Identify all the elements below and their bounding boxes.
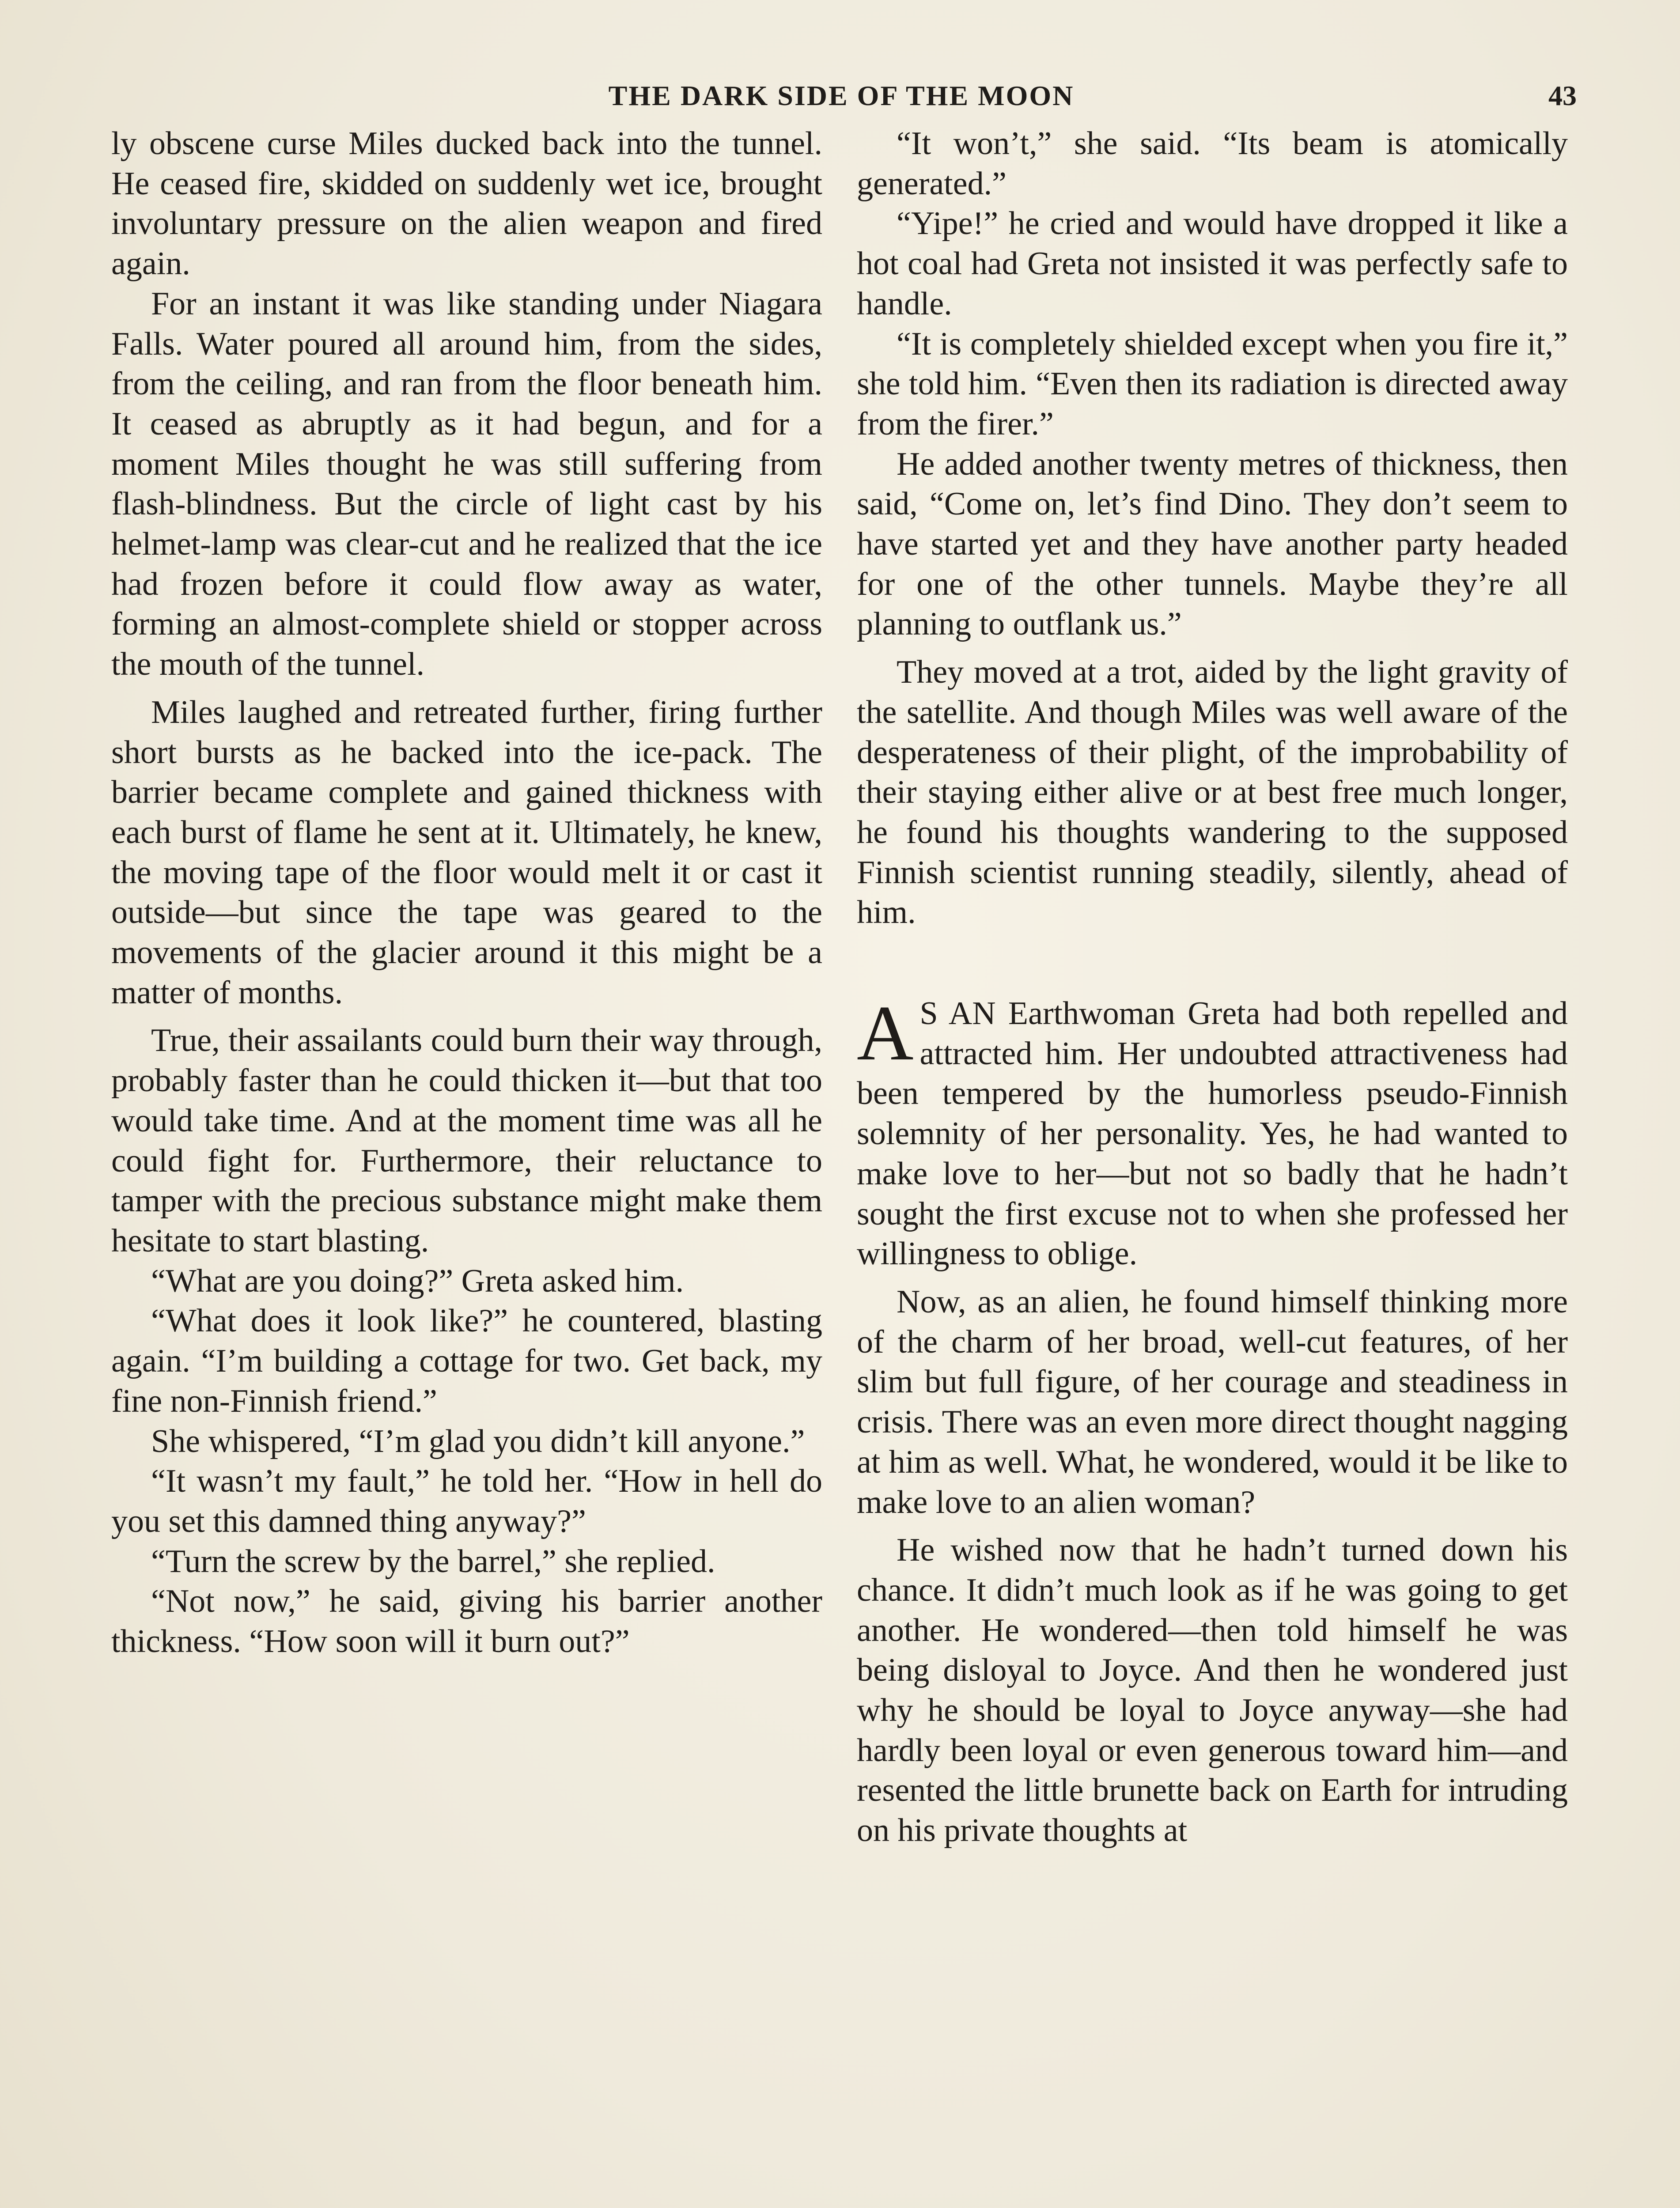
paragraph: “Yipe!” he cried and would have dropped it like a hot coal had Greta not insisted it was perfectly safe to handle. <box>857 205 1568 322</box>
paragraph: “Not now,” he said, giving his barrier another thickness. “How soon will it burn out?” <box>111 1583 822 1660</box>
drop-cap: A <box>857 989 914 1077</box>
section-opening-paragraph <box>857 989 1568 1274</box>
running-title: THE DARK SIDE OF THE MOON <box>608 80 1075 111</box>
right-column <box>857 124 1568 1859</box>
paragraph: “What are you doing?” Greta asked him. <box>151 1263 684 1299</box>
left-column <box>111 124 822 1662</box>
paragraph: “It won’t,” she said. “Its beam is atomically generated.” <box>857 125 1568 202</box>
paragraph: Miles laughed and retreated further, firing further short bursts as he backed into the ice-pack. The barrier became complete and gained thickness with each burst of flame he sent at it. Ultimately, he knew, the moving tape of the floor would melt it or cast it outside—but since the tape was geared to the movements of the glacier around it this might be a matter of months. <box>111 694 822 1011</box>
paragraph: She whispered, “I’m glad you didn’t kill anyone.” <box>151 1423 805 1459</box>
page-header <box>106 71 1577 124</box>
paragraph: True, their assailants could burn their way through, probably faster than he could thicken it—but that too would take time. And at the moment time was all he could fight for. Furthermore, their reluctance to tamper with the precious substance might make them hesitate to start blasting. <box>111 1022 822 1259</box>
paragraph: “It wasn’t my fault,” he told her. “How in hell do you set this damned thing anyway?” <box>111 1463 822 1539</box>
paragraph: He wished now that he hadn’t turned down his chance. It didn’t much look as if he was going to get another. He wondered—then told himself he was being disloyal to Joyce. And then he wondered just why he should be loyal to Joyce anyway—she had hardly been loyal or even generous toward him—and resented the little brunette back on Earth for intruding on his private thoughts at <box>857 1532 1568 1849</box>
paragraph: Now, as an alien, he found himself thinking more of the charm of her broad, well-cut features, of her slim but full figure, of her courage and steadiness in crisis. There was an even more direct thought nagging at him as well. What, he wondered, would it be like to make love to an alien woman? <box>857 1283 1568 1520</box>
paragraph: “Turn the screw by the barrel,” she replied. <box>151 1543 715 1580</box>
paragraph: He added another twenty metres of thickness, then said, “Come on, let’s find Dino. They don’t seem to have started yet and they have another party headed for one of the other tunnels. Maybe they’re all planning to outflank us.” <box>857 446 1568 643</box>
paragraph: They moved at a trot, aided by the light gravity of the satellite. And though Miles was well aware of the desperateness of their plight, of the improbability of their staying either alive or at best free much longer, he found his thoughts wandering to the supposed Finnish scientist running steadily, silently, ahead of him. <box>857 654 1568 931</box>
paragraph: “What does it look like?” he countered, blasting again. “I’m building a cottage for two. Get back, my fine non-Finnish friend.” <box>111 1303 822 1419</box>
section-break <box>857 941 1568 994</box>
paragraph: ly obscene curse Miles ducked back into the tunnel. He ceased fire, skidded on suddenly wet ice, brought involuntary pressure on the alien weapon and fired again. <box>111 125 822 282</box>
section-opening-text: S AN Earthwoman Greta had both repelled and attracted him. Her undoubted attractiveness had been tempered by the humorless pseudo-Finnish solemnity of her personality. Yes, he had wanted to make love to her—but not so badly that he hadn’t sought the first excuse not to when she professed her willingness to oblige. <box>857 995 1568 1272</box>
paragraph: For an instant it was like standing under Niagara Falls. Water poured all around him, from the sides, from the ceiling, and ran from the floor beneath him. It ceased as abruptly as it had begun, and for a moment Miles thought he was still suffering from flash-blindness. But the circle of light cast by his helmet-lamp was clear-cut and he realized that the ice had frozen before it could flow away as water, forming an almost-complete shield or stopper across the mouth of the tunnel. <box>111 285 822 683</box>
page-number: 43 <box>1548 80 1577 111</box>
paragraph: “It is completely shielded except when you fire it,” she told him. “Even then its radiation is directed away from the firer.” <box>857 325 1568 442</box>
